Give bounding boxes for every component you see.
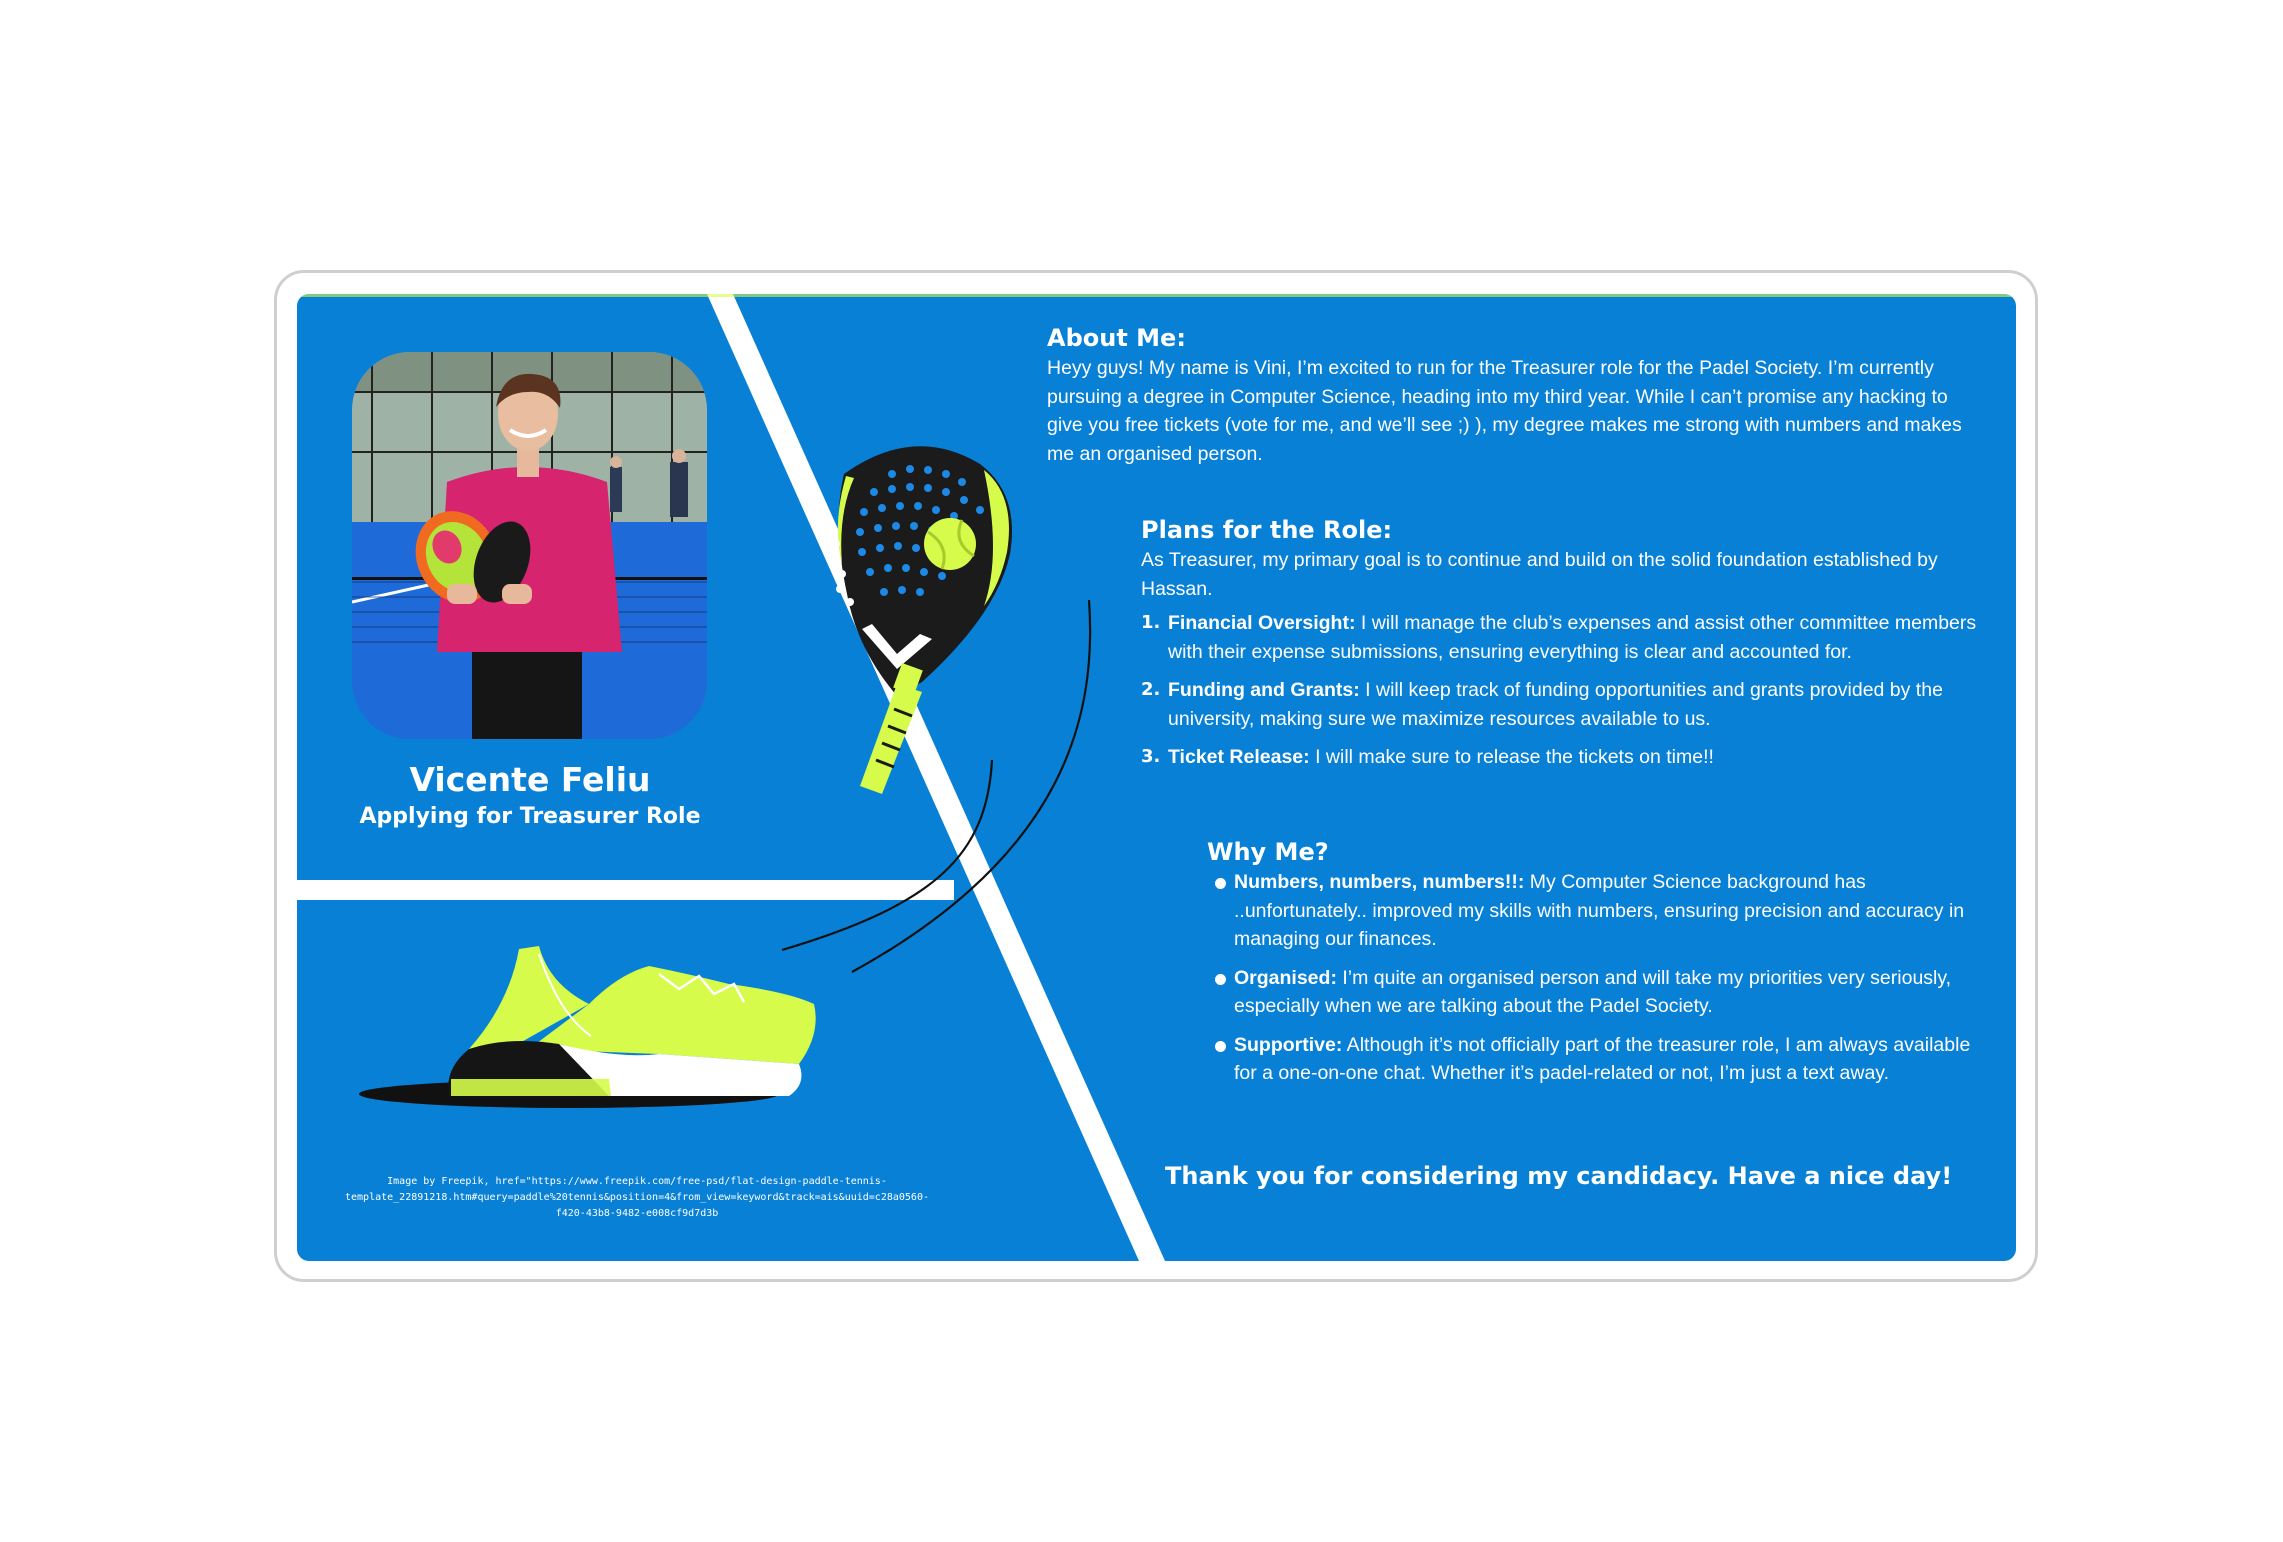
item-text: I will make sure to release the tickets on time!! <box>1309 746 1714 768</box>
list-item <box>1207 868 1992 954</box>
why-heading: Why Me? <box>1207 838 1329 866</box>
list-number: 3. <box>1141 746 1161 767</box>
why-list <box>1207 868 1992 1088</box>
item-text: Although it’s not officially part of the treasurer role, I am always available for a one-on-one chat. Whether it’s padel-related or not, I’m just a text away. <box>1234 1033 1971 1084</box>
list-item <box>1141 743 1986 772</box>
plans-intro: As Treasurer, my primary goal is to continue and build on the solid foundation established by Hassan. <box>1141 549 1938 600</box>
list-item <box>1207 964 1992 1021</box>
item-text: I will keep track of funding opportunities and grants provided by the university, making sure we maximize resources available to us. <box>1168 679 1943 730</box>
top-accent-line <box>297 294 2016 297</box>
item-text: I’m quite an organised person and will take my priorities very seriously, especially when we are talking about the Padel Society. <box>1234 966 1952 1017</box>
court-horizontal-line <box>297 880 954 900</box>
item-title: Financial Oversight: <box>1168 612 1356 634</box>
list-number: 1. <box>1141 612 1161 633</box>
padel-racket-icon <box>802 434 1047 804</box>
item-title: Funding and Grants: <box>1168 679 1360 701</box>
sneaker-icon <box>359 944 879 1124</box>
plans-section <box>1141 516 1986 782</box>
list-item <box>1141 609 1986 666</box>
item-title: Organised: <box>1234 966 1337 989</box>
about-section <box>1047 324 1977 468</box>
plans-list <box>1141 609 1986 772</box>
item-title: Ticket Release: <box>1168 746 1310 768</box>
list-item <box>1141 676 1986 733</box>
list-number: 2. <box>1141 679 1161 700</box>
bullet-icon <box>1215 974 1226 985</box>
why-section <box>1207 838 1992 1098</box>
profile-photo <box>352 352 707 739</box>
bullet-icon <box>1215 1041 1226 1052</box>
plans-heading: Plans for the Role: <box>1141 516 1393 544</box>
item-title: Supportive: <box>1234 1033 1343 1056</box>
image-credit: Image by Freepik, href="https://www.freepik.com/free-psd/flat-design-paddle-tennis-template_22891218.htm#query=paddle%20tennis&position=4&from_view=keyword&track=ais&uuid=c28a0560-f420-43b8-9482-e008cf9d7d3b <box>345 1176 929 1219</box>
bullet-icon <box>1215 878 1226 889</box>
candidate-poster <box>297 294 2016 1261</box>
about-body: Heyy guys! My name is Vini, I’m excited to run for the Treasurer role for the Padel Society. I’m currently pursuing a degree in Computer Science, heading into my third year. While I can’t promise any hacking to give you free tickets (vote for me, and we’ll see ;) ), my degree makes me strong with numbers and makes me an organised person. <box>1047 357 1962 465</box>
candidate-role: Applying for Treasurer Role <box>359 804 701 829</box>
closing-message: Thank you for considering my candidacy. Have a nice day! <box>1165 1162 1953 1190</box>
candidate-name: Vicente Feliu <box>409 760 651 799</box>
about-heading: About Me: <box>1047 324 1186 352</box>
item-text: My Computer Science background has ..unfortunately.. improved my skills with numbers, ensuring precision and accuracy in managing our finances. <box>1234 871 1965 950</box>
item-title: Numbers, numbers, numbers!!: <box>1234 871 1525 893</box>
tennis-ball-icon <box>924 518 976 570</box>
item-text: I will manage the club’s expenses and assist other committee members with their expense submissions, ensuring everything is clear and accounted for. <box>1168 612 1977 663</box>
list-item <box>1207 1031 1992 1088</box>
